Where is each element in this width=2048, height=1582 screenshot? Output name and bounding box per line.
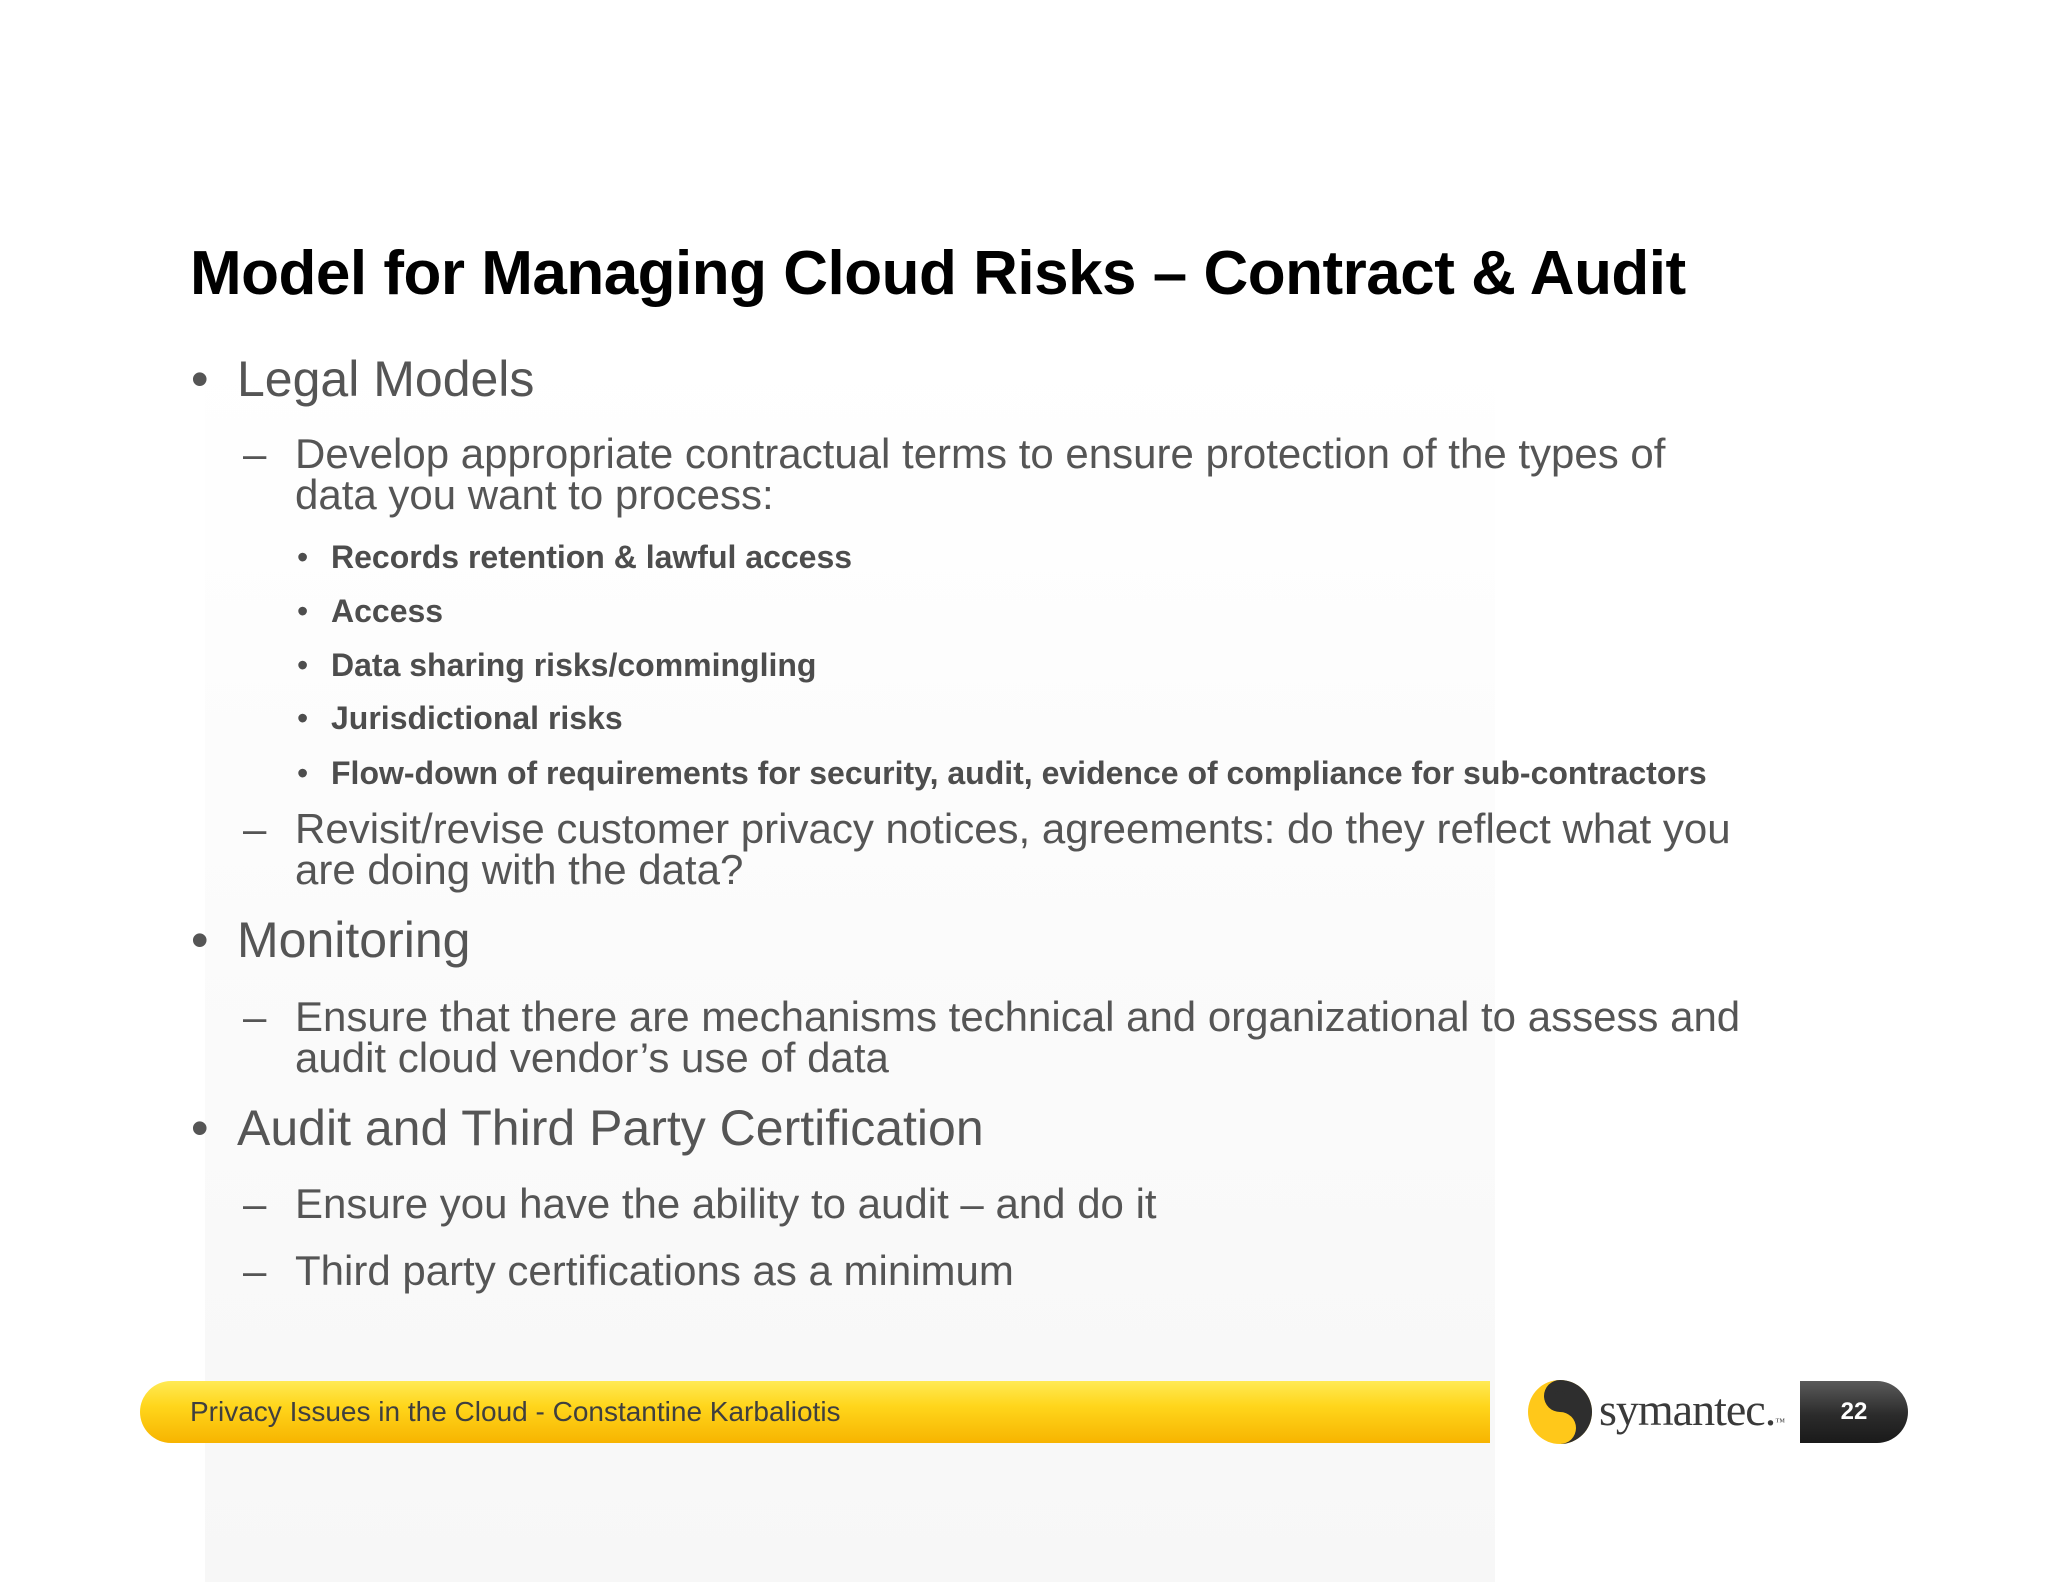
bullet-legal-models xyxy=(191,350,535,408)
bullet-marker: • xyxy=(297,593,309,629)
logo-wordmark xyxy=(1599,1383,1784,1436)
subitem-contract-terms xyxy=(243,430,1666,518)
subitem-mechanisms xyxy=(243,993,1741,1081)
bullet-label: Monitoring xyxy=(237,912,471,968)
bullet-marker: • xyxy=(297,647,309,683)
subitem-line: Ensure you have the ability to audit – and do it xyxy=(295,1180,1157,1227)
page-number xyxy=(1800,1381,1908,1443)
bullet-marker: • xyxy=(297,539,309,575)
dash-marker: – xyxy=(243,993,267,1040)
detail-label: Access xyxy=(331,593,444,629)
bullet-marker: • xyxy=(191,912,209,968)
symantec-logo-icon xyxy=(1525,1377,1595,1447)
detail-label: Jurisdictional risks xyxy=(331,700,623,736)
bullet-label: Legal Models xyxy=(237,351,535,407)
bullet-marker: • xyxy=(191,351,209,407)
symantec-logo xyxy=(1525,1377,1785,1447)
subitem-line: data you want to process: xyxy=(295,471,774,518)
bullet-marker: • xyxy=(297,755,309,791)
detail-label: Flow-down of requirements for security, audit, evidence of compliance for sub-contractors xyxy=(331,755,1707,791)
footer-bar xyxy=(140,1381,1490,1443)
logo-trademark: ™ xyxy=(1775,1417,1785,1428)
subitem-third-party-certs xyxy=(243,1247,1014,1294)
detail-data-sharing xyxy=(297,647,817,684)
detail-label: Records retention & lawful access xyxy=(331,539,853,575)
detail-flow-down xyxy=(297,755,1707,792)
slide-title: Model for Managing Cloud Risks – Contract & Audit xyxy=(190,239,1686,308)
detail-label: Data sharing risks/commingling xyxy=(331,647,817,683)
subitem-line: audit cloud vendor’s use of data xyxy=(295,1034,889,1081)
subitem-privacy-notices xyxy=(243,805,1731,893)
detail-access xyxy=(297,593,444,630)
subitem-line: are doing with the data? xyxy=(295,846,744,893)
detail-records-retention xyxy=(297,539,853,576)
detail-jurisdictional xyxy=(297,700,623,737)
logo-word: symantec. xyxy=(1599,1384,1776,1435)
subitem-line: Develop appropriate contractual terms to ensure protection of the types of xyxy=(295,430,1666,477)
dash-marker: – xyxy=(243,805,267,852)
dash-marker: – xyxy=(243,430,267,477)
bullet-monitoring xyxy=(191,911,471,969)
bullet-marker: • xyxy=(191,1100,209,1156)
subitem-line: Ensure that there are mechanisms technical and organizational to assess and xyxy=(295,993,1741,1040)
bullet-audit-certification xyxy=(191,1099,984,1157)
subitem-ability-to-audit xyxy=(243,1180,1157,1227)
subitem-line: Revisit/revise customer privacy notices, agreements: do they reflect what you xyxy=(295,805,1731,852)
page-number-label: 22 xyxy=(1840,1398,1868,1425)
footer-text: Privacy Issues in the Cloud - Constantine Karbaliotis xyxy=(190,1396,841,1427)
subitem-line: Third party certifications as a minimum xyxy=(295,1247,1014,1294)
bullet-marker: • xyxy=(297,700,309,736)
bullet-label: Audit and Third Party Certification xyxy=(237,1100,984,1156)
dash-marker: – xyxy=(243,1247,267,1294)
dash-marker: – xyxy=(243,1180,267,1227)
